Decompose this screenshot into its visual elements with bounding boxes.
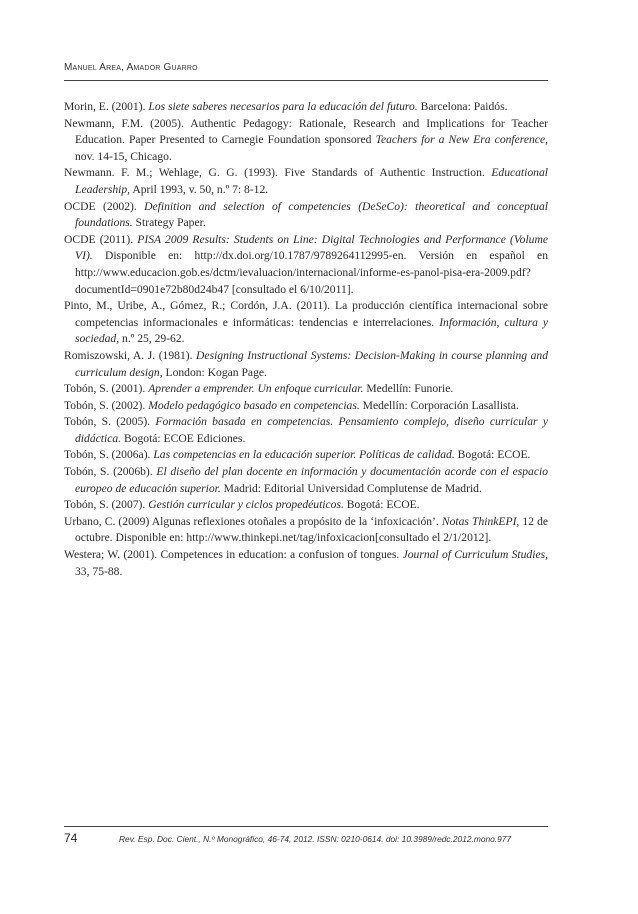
reference-item: Romiszowski, A. J. (1981). Designing Instructional Systems: Decision-Making in course planning and curriculum design, London: Kogan Page.	[64, 348, 548, 379]
reference-item: Pinto, M., Uribe, A., Gómez, R.; Cordón, J.A. (2011). La producción científica internacional sobre competencias informacionales e informáticas: tendencias e interrelaciones. Información, cultura y sociedad, n.º 25, 29-62.	[64, 299, 549, 346]
reference-item: Urbano, C. (2009) Algunas reflexiones otoñales a propósito de la ‘infoxicación’. Notas ThinkEPI, 12 de octubre. Disponible en: http://www.thinkepi.net/tag/infoxicacion[consultado el 2/1/2012].	[64, 514, 549, 545]
reference-item: Tobón, S. (2002). Modelo pedagógico basado en competencias. Medellín: Corporación Lasallista.	[64, 398, 519, 412]
reference-item: Newmann. F. M.; Wehlage, G. G. (1993). Five Standards of Authentic Instruction. Educational Leadership, April 1993, v. 50, n.º 7: 8-12.	[64, 166, 548, 196]
reference-item: Newmann, F.M. (2005). Authentic Pedagogy: Rationale, Research and Implications for Teacher Education. Paper Presented to Carnegie Foundation sponsored Teachers for a New Era conference, nov. 14-15, Chicago.	[64, 116, 548, 163]
reference-item: Morin, E. (2001). Los siete saberes necesarios para la educación del futuro. Barcelona: Paidós.	[64, 100, 508, 113]
reference-item: Westera; W. (2001). Competences in education: a confusion of tongues. Journal of Curriculum Studies, 33, 75-88.	[64, 548, 549, 578]
reference-item: Tobón, S. (2001). Aprender a emprender. Un enfoque curricular. Medellín: Funorie.	[64, 382, 454, 396]
footer-divider	[64, 826, 548, 827]
reference-item: Tobón, S. (2005). Formación basada en competencias. Pensamiento complejo, diseño curricular y didáctica. Bogotá: ECOE Ediciones.	[64, 415, 548, 445]
reference-item: OCDE (2002). Definition and selection of competencies (DeSeCo): theoretical and conceptual foundations. Strategy Paper.	[64, 199, 548, 230]
journal-citation: Rev. Esp. Doc. Cient., N.º Monográfico, 46-74, 2012. ISSN: 0210-0614. doi: 10.3989/redc.2012.mono.977	[119, 834, 512, 844]
page-number: 74	[64, 831, 78, 845]
header-divider	[64, 80, 548, 81]
reference-list	[64, 99, 548, 580]
reference-item: Tobón, S. (2007). Gestión curricular y ciclos propedéuticos. Bogotá: ECOE.	[64, 498, 420, 512]
running-header: Manuel Area, Amador Guarro	[64, 62, 198, 73]
reference-item: Tobón, S. (2006a). Las competencias en la educación superior. Políticas de calidad. Bogotá: ECOE.	[64, 448, 531, 462]
reference-item: Tobón, S. (2006b). El diseño del plan docente en información y documentación acorde con el espacio europeo de educación superior. Madrid: Editorial Universidad Complutense de Madrid.	[64, 465, 548, 495]
reference-item: OCDE (2011). PISA 2009 Results: Students on Line: Digital Technologies and Performance (Volume VI). Disponible en: http://dx.doi.org/10.1787/9789264112995-en. Versión en español en http://www.educacion.gob.es/dctm/ievaluacion/internacional/informe-es-panol-pisa-era-2009.pdf?documentId=0901e72b80d24b47 [consultado el 6/10/2011].	[64, 232, 548, 296]
